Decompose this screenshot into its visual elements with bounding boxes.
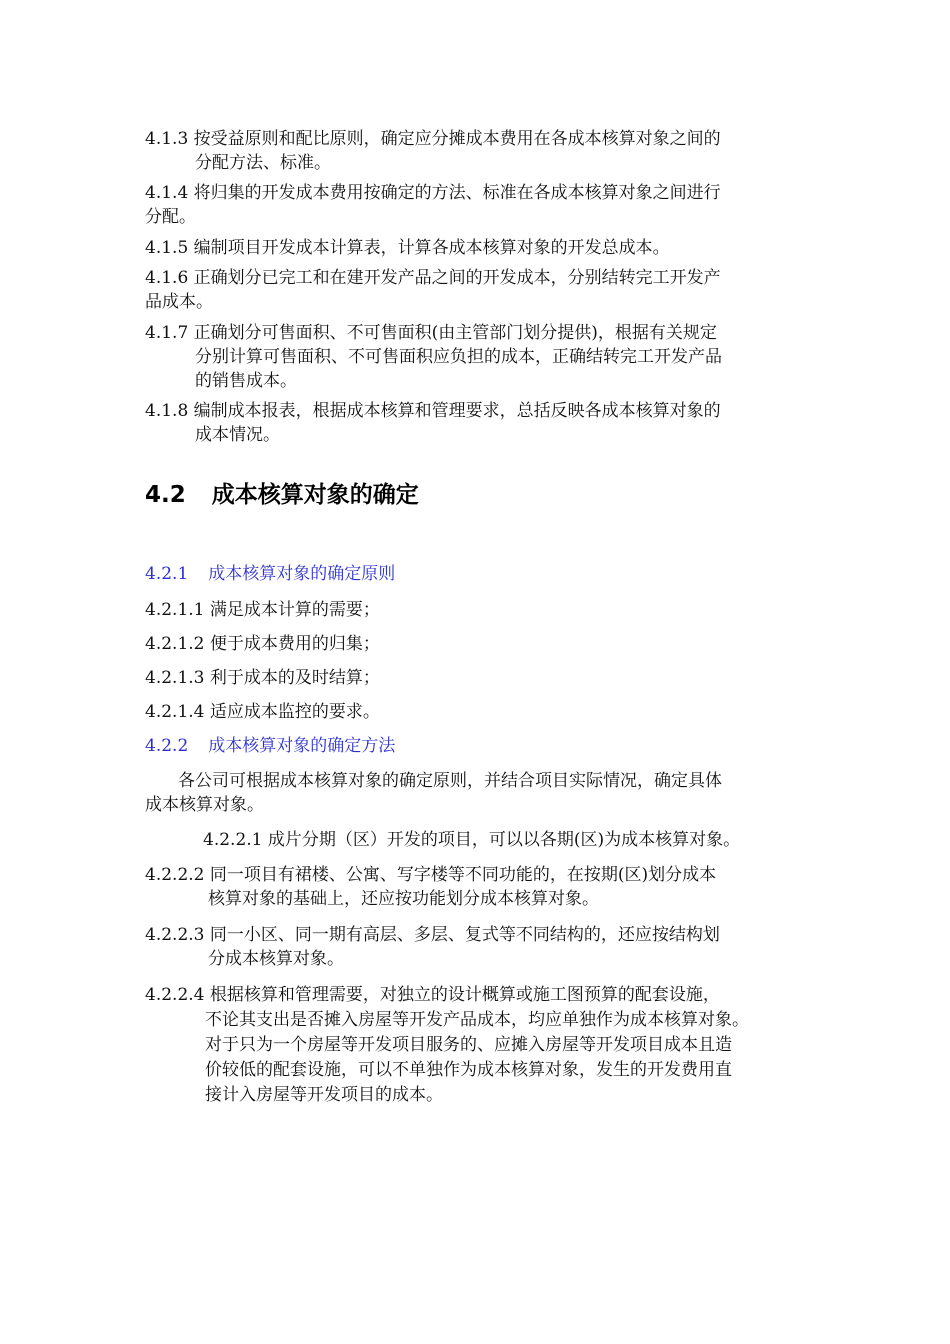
clause-number: 4.1.6 xyxy=(145,268,189,288)
clause-number: 4.2.1.3 xyxy=(145,668,205,688)
clause-4-1-8-line-2: 成本情况。 xyxy=(195,425,280,445)
clause-number: 4.2.2.3 xyxy=(145,925,205,945)
clause-4-1-8-line-1 xyxy=(145,400,721,422)
clause-text: 便于成本费用的归集； xyxy=(209,634,380,654)
clause-text: 按受益原则和配比原则，确定应分摊成本费用在各成本核算对象之间的 xyxy=(193,129,721,149)
clause-4-1-3-line-2: 分配方法、标准。 xyxy=(195,153,331,173)
clause-4-1-7-line-2: 分别计算可售面积、不可售面积应负担的成本，正确结转完工开发产品 xyxy=(195,347,722,367)
clause-text: 同一项目有裙楼、公寓、写字楼等不同功能的，在按期(区)划分成本 xyxy=(209,865,717,885)
clause-text: 将归集的开发成本费用按确定的方法、标准在各成本核算对象之间进行 xyxy=(193,183,721,203)
clause-number: 4.1.3 xyxy=(145,129,189,149)
clause-4-2-1-2 xyxy=(145,633,380,655)
clause-text: 正确划分已完工和在建开发产品之间的开发成本，分别结转完工开发产 xyxy=(193,268,721,288)
subsection-heading-4-2-1 xyxy=(145,563,395,585)
clause-number: 4.1.5 xyxy=(145,238,189,258)
clause-4-1-4-line-2: 分配。 xyxy=(145,207,196,227)
intro-paragraph-line-2: 成本核算对象。 xyxy=(145,795,264,815)
clause-text: 满足成本计算的需要； xyxy=(209,600,380,620)
clause-4-1-6-line-2: 品成本。 xyxy=(145,292,213,312)
clause-number: 4.2.1.2 xyxy=(145,634,205,654)
clause-4-2-1-4 xyxy=(145,701,380,723)
clause-4-1-5-line-1 xyxy=(145,237,670,259)
clause-4-2-2-3-line-2: 分成本核算对象。 xyxy=(208,949,344,969)
clause-text: 正确划分可售面积、不可售面积(由主管部门划分提供)，根据有关规定 xyxy=(193,323,717,343)
clause-4-2-2-4-line-2: 不论其支出是否摊入房屋等开发产品成本，均应单独作为成本核算对象。 xyxy=(205,1010,749,1030)
clause-text: 适应成本监控的要求。 xyxy=(209,702,380,722)
clause-4-2-1-1 xyxy=(145,599,380,621)
clause-4-2-2-4-line-3: 对于只为一个房屋等开发项目服务的、应摊入房屋等开发项目成本且造 xyxy=(205,1035,732,1055)
clause-number: 4.2.2.4 xyxy=(145,985,205,1005)
clause-4-2-2-2-line-1 xyxy=(145,864,716,886)
clause-text: 编制成本报表，根据成本核算和管理要求，总括反映各成本核算对象的 xyxy=(193,401,721,421)
clause-4-2-2-4-line-1 xyxy=(145,984,720,1006)
clause-4-1-7-line-1 xyxy=(145,322,717,344)
clause-4-2-1-3 xyxy=(145,667,380,689)
clause-4-2-2-1 xyxy=(203,829,740,851)
clause-4-1-6-line-1 xyxy=(145,267,721,289)
subsection-title: 成本核算对象的确定原则 xyxy=(208,564,396,584)
clause-number: 4.2.1.4 xyxy=(145,702,205,722)
clause-text: 编制项目开发成本计算表，计算各成本核算对象的开发总成本。 xyxy=(193,238,670,258)
clause-number: 4.2.1.1 xyxy=(145,600,205,620)
subsection-number: 4.2.2 xyxy=(145,736,189,756)
clause-4-1-7-line-3: 的销售成本。 xyxy=(195,371,297,391)
subsection-number: 4.2.1 xyxy=(145,564,189,584)
clause-number: 4.1.4 xyxy=(145,183,189,203)
clause-number: 4.1.8 xyxy=(145,401,189,421)
clause-text: 成片分期（区）开发的项目，可以以各期(区)为成本核算对象。 xyxy=(267,830,741,850)
section-number: 4.2 xyxy=(145,482,186,508)
clause-number: 4.2.2.2 xyxy=(145,865,205,885)
clause-4-2-2-3-line-1 xyxy=(145,924,720,946)
subsection-title: 成本核算对象的确定方法 xyxy=(208,736,396,756)
clause-4-2-2-2-line-2: 核算对象的基础上，还应按功能划分成本核算对象。 xyxy=(208,889,599,909)
clause-4-1-4-line-1 xyxy=(145,182,721,204)
section-title: 成本核算对象的确定 xyxy=(211,482,419,508)
clause-text: 同一小区、同一期有高层、多层、复式等不同结构的，还应按结构划 xyxy=(209,925,720,945)
clause-number: 4.2.2.1 xyxy=(203,830,263,850)
clause-text: 根据核算和管理需要，对独立的设计概算或施工图预算的配套设施， xyxy=(209,985,720,1005)
clause-4-2-2-4-line-5: 接计入房屋等开发项目的成本。 xyxy=(205,1085,443,1105)
clause-4-1-3-line-1 xyxy=(145,128,721,150)
clause-number: 4.1.7 xyxy=(145,323,189,343)
intro-paragraph-line-1: 各公司可根据成本核算对象的确定原则，并结合项目实际情况，确定具体 xyxy=(178,771,722,791)
section-heading-4-2 xyxy=(145,480,419,510)
subsection-heading-4-2-2 xyxy=(145,735,395,757)
clause-4-2-2-4-line-4: 价较低的配套设施，可以不单独作为成本核算对象，发生的开发费用直 xyxy=(205,1060,732,1080)
clause-text: 利于成本的及时结算； xyxy=(209,668,380,688)
